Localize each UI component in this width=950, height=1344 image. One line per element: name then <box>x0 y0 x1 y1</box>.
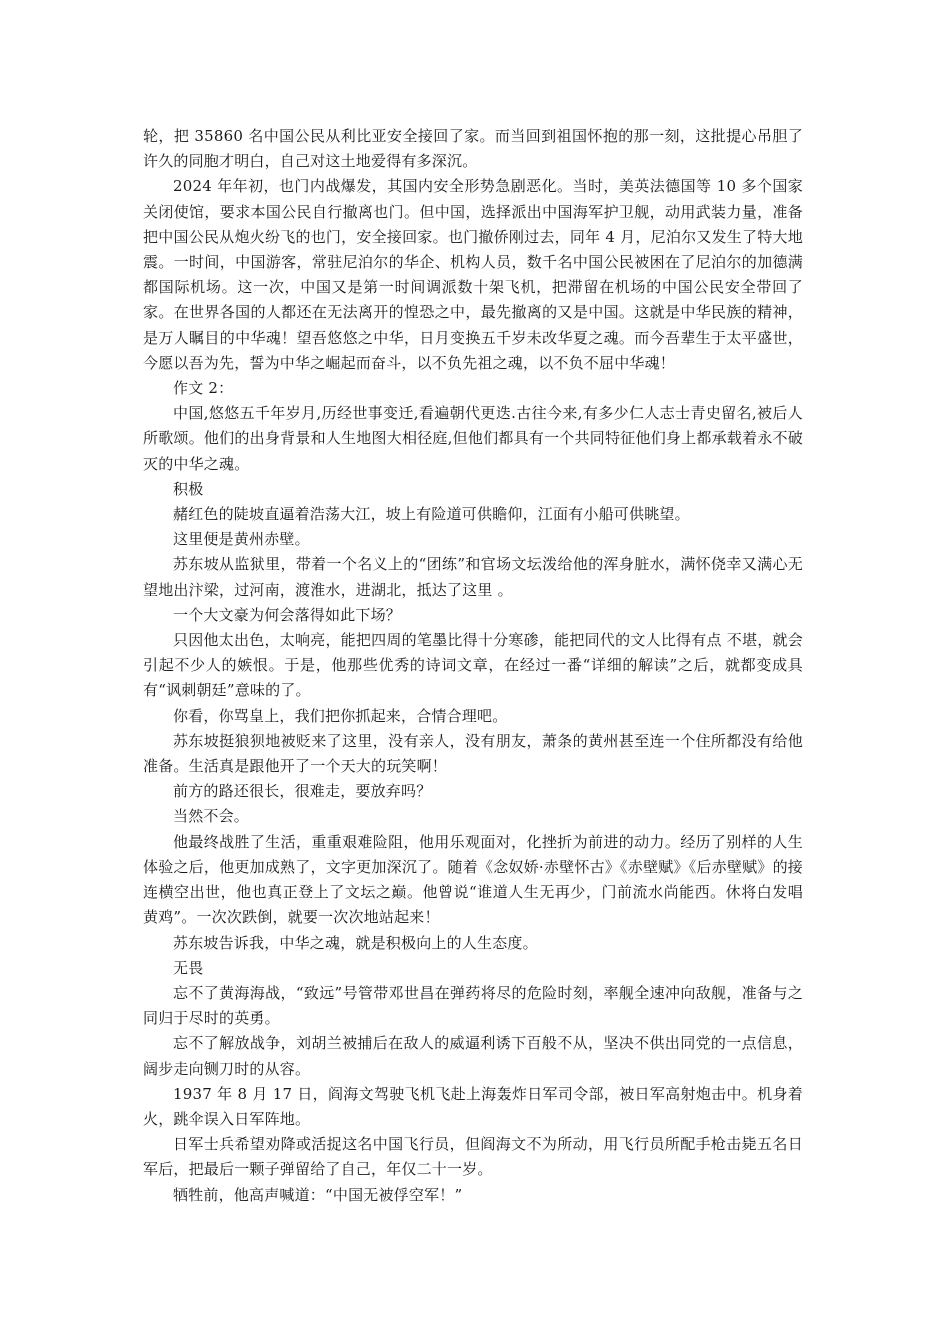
paragraph-exile: 苏东坡挺狼狈地被贬来了这里，没有亲人，没有朋友，萧条的黄州甚至连一个住所都没有给他准备。生活真是跟他开了一个天大的玩笑啊！ <box>143 731 803 776</box>
paragraph-yan-haiwen-sacrifice: 日军士兵希望劝降或活捉这名中国飞行员，但阎海文不为所动，用飞行员所配手枪击毙五名日军后，把最后一颗子弹留给了自己，年仅二十一岁。 <box>143 1135 803 1179</box>
paragraph-triumph: 他最终战胜了生活，重重艰难险阻，他用乐观面对，化挫折为前进的动力。经历了别样的人生体验之后，他更加成熟了，文字更加深沉了。随着《念奴娇·赤壁怀古》《赤壁赋》《后赤壁赋》的接连横空出世，他也真正登上了文坛之巅。他曾说“谁道人生无再少，门前流水尚能西。休将白发唱黄鸡”。一次次跌倒，就要一次次地站起来！ <box>143 832 803 927</box>
paragraph-yan-haiwen-flight: 1937 年 8 月 17 日，阎海文驾驶飞机飞赴上海轰炸日军司令部，被日军高射炮击中。机身着火，跳伞误入日军阵地。 <box>143 1084 803 1128</box>
paragraph-evacuation-libya: 轮，把 35860 名中国公民从利比亚安全接回了家。而当回到祖国怀抱的那一刻，这批提心吊胆了许久的同胞才明白，自己对这土地爱得有多深沉。 <box>143 127 803 171</box>
paragraph-liu-hulan: 忘不了解放战争，刘胡兰被捕后在敌人的威逼利诱下百般不从，坚决不供出同党的一点信息，阔步走向铡刀时的从容。 <box>143 1034 803 1078</box>
document-body <box>143 124 803 1208</box>
section-heading-fearless: 无畏 <box>173 958 204 977</box>
paragraph-arrest: 你看，你骂皇上，我们把你抓起来，合情合理吧。 <box>173 706 508 725</box>
paragraph-essay-2-intro: 中国,悠悠五千年岁月,历经世事变迁,看遍朝代更迭.古往今来,有多少仁人志士青史留名,被后人所歌颂。他们的出身背景和人生地图大相径庭,但他们都具有一个共同特征他们身上都承载着永不破灭的中华之魂。 <box>143 404 803 473</box>
paragraph-deng-shichang: 忘不了黄海海战，“致远”号管带邓世昌在弹药将尽的危险时刻，率舰全速冲向敌舰，准备与之同归于尽时的英勇。 <box>143 983 803 1028</box>
paragraph-last-words: 牺牲前，他高声喊道：“中国无被俘空军！” <box>173 1185 463 1204</box>
paragraph-evacuation-yemen-nepal: 2024 年年初，也门内战爆发，其国内安全形势急剧恶化。当时，美英法德国等 10 多个国家关闭使馆，要求本国公民自行撤离也门。但中国，选择派出中国海军护卫舰，动用武装力量，准备把中国公民从炮火纷飞的也门，安全接回家。也门撤侨刚过去，同年 4 月，尼泊尔又发生了特大地震。一时间，中国游客，常驻尼泊尔的华企、机构人员，数千名中国公民被困在了尼泊尔的加德满都国际机场。这一次，中国又是第一时间调派数十架飞机，把滞留在机场的中国公民安全带回了家。在世界各国的人都还在无法离开的惶恐之中，最先撤离的又是中国。这就是中华民族的精神，是万人瞩目的中华魂！望吾悠悠之中华，日月变换五千岁未改华夏之魂。而今吾辈生于太平盛世，今愿以吾为先，誓为中华之崛起而奋斗，以不负先祖之魂，以不负不屈中华魂！ <box>143 177 803 372</box>
paragraph-give-up-question: 前方的路还很长，很难走，要放弃吗？ <box>173 782 432 801</box>
paragraph-envy: 只因他太出色，太响亮，能把四周的笔墨比得十分寒碜，能把同代的文人比得有点 不堪，就会引起不少人的嫉恨。于是，他那些优秀的诗词文章，在经过一番“详细的解读”之后，就都变成具有“讽刺朝廷”意味的了。 <box>143 631 803 700</box>
paragraph-su-dongpo-journey: 苏东坡从监狱里，带着一个名义上的“团练”和官场文坛泼给他的浑身脏水，满怀侥幸又满心无望地出汴梁，过河南，渡淮水，进湖北，抵达了这里 。 <box>143 555 803 599</box>
paragraph-huangzhou-chibi: 这里便是黄州赤壁。 <box>173 530 310 549</box>
essay-2-heading: 作文 2： <box>173 379 234 398</box>
section-heading-positive: 积极 <box>173 479 204 498</box>
paragraph-question-downfall: 一个大文豪为何会落得如此下场？ <box>173 605 402 624</box>
paragraph-positive-attitude: 苏东坡告诉我，中华之魂，就是积极向上的人生态度。 <box>173 933 538 952</box>
paragraph-of-course-not: 当然不会。 <box>173 807 250 826</box>
paragraph-red-cliff-slope: 赭红色的陡坡直逼着浩荡大江，坡上有险道可供瞻仰，江面有小船可供眺望。 <box>173 505 690 524</box>
